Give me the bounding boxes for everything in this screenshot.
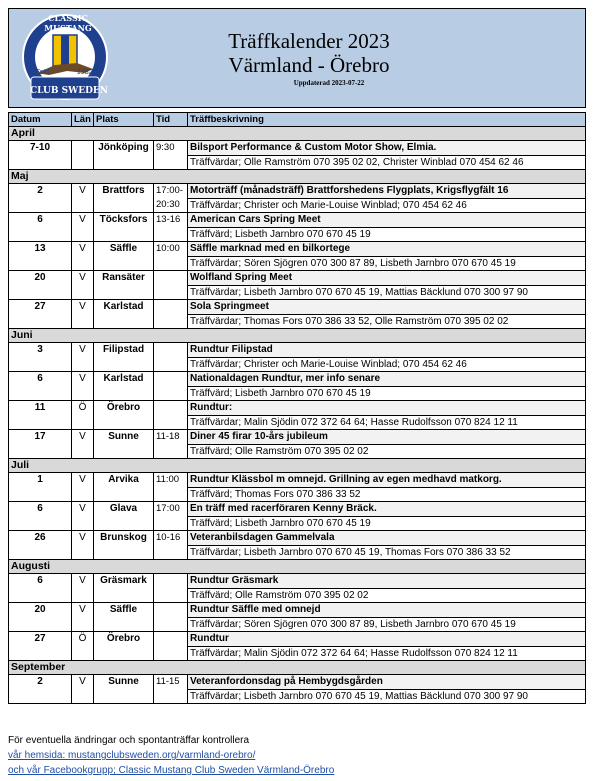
month-row — [9, 329, 586, 343]
event-title: Rundtur Filipstad — [188, 343, 585, 358]
event-time — [154, 343, 188, 372]
event-description — [188, 531, 586, 560]
event-description — [188, 343, 586, 372]
month-row — [9, 661, 586, 675]
event-title: Wolfland Spring Meet — [188, 271, 585, 286]
event-date: 2 — [9, 184, 72, 213]
event-lan: V — [72, 473, 94, 502]
month-row — [9, 560, 586, 574]
event-hosts: Träffvärdar; Christer och Marie-Louise Winblad; 070 454 62 46 — [190, 200, 467, 211]
event-title: Rundtur Klässbol m omnejd. Grillning av egen medhavd matkorg. — [188, 473, 585, 488]
event-time — [154, 531, 188, 560]
event-description — [188, 603, 586, 632]
event-title: Veteranfordonsdag på Hembygdsgården — [188, 675, 585, 690]
event-row — [9, 213, 586, 242]
facebook-group-link[interactable]: och vår Facebookgrupp; Classic Mustang Club Sweden Värmland-Örebro — [8, 765, 335, 776]
month-row — [9, 127, 586, 141]
event-lan: V — [72, 300, 94, 329]
event-place: Säffle — [94, 603, 154, 632]
event-lan: V — [72, 213, 94, 242]
month-label: Juli — [9, 459, 586, 473]
event-place: Karlstad — [94, 300, 154, 329]
event-hosts: Träffvärd; Olle Ramström 070 395 02 02 — [190, 446, 369, 457]
event-place: Gräsmark — [94, 574, 154, 603]
event-hosts: Träffvärdar; Sören Sjögren 070 300 87 89, Lisbeth Jarnbro 070 670 45 19 — [190, 619, 516, 630]
event-row — [9, 271, 586, 300]
event-place: Sunne — [94, 430, 154, 459]
event-place: Arvika — [94, 473, 154, 502]
event-date: 1 — [9, 473, 72, 502]
event-time — [154, 603, 188, 632]
event-date: 20 — [9, 603, 72, 632]
event-lan: V — [72, 271, 94, 300]
event-title: Rundtur: — [188, 401, 585, 416]
event-row — [9, 141, 586, 170]
event-time-start: 11:00 — [156, 474, 180, 485]
event-description — [188, 213, 586, 242]
event-hosts: Träffvärdar; Lisbeth Jarnbro 070 670 45 19, Thomas Fors 070 386 33 52 — [190, 547, 511, 558]
calendar-table — [8, 112, 586, 704]
event-row — [9, 242, 586, 271]
event-description — [188, 430, 586, 459]
month-label: April — [9, 127, 586, 141]
event-time — [154, 242, 188, 271]
event-hosts: Träffvärdar; Malin Sjödin 072 372 64 64; Hasse Rudolfsson 070 824 12 11 — [190, 417, 518, 428]
event-lan: V — [72, 372, 94, 401]
event-time-start: 11-18 — [156, 431, 180, 442]
event-title: En träff med racerföraren Kenny Bräck. — [188, 502, 585, 517]
logo-text-top: CLASSIC MUSTANG — [44, 13, 92, 33]
event-time-start: 17:00 — [156, 503, 180, 514]
event-row — [9, 531, 586, 560]
event-time — [154, 300, 188, 329]
event-date: 11 — [9, 401, 72, 430]
col-header-time: Tid — [154, 113, 188, 127]
event-place: Säffle — [94, 242, 154, 271]
event-description — [188, 473, 586, 502]
event-place: Filipstad — [94, 343, 154, 372]
event-hosts: Träffvärd; Thomas Fors 070 386 33 52 — [190, 489, 361, 500]
event-date: 27 — [9, 632, 72, 661]
calendar-header — [8, 8, 586, 108]
event-lan: V — [72, 430, 94, 459]
title-block — [159, 29, 459, 87]
event-title: Diner 45 firar 10-års jubileum — [188, 430, 585, 445]
event-place: Örebro — [94, 632, 154, 661]
event-title: Motorträff (månadsträff) Brattforshedens Flygplats, Krigsflygfält 16 — [188, 184, 585, 199]
logo-text-bottom: CLUB SWEDEN — [30, 86, 108, 96]
event-description — [188, 675, 586, 704]
event-time — [154, 632, 188, 661]
event-description — [188, 141, 586, 170]
event-row — [9, 401, 586, 430]
event-hosts: Träffvärdar; Olle Ramström 070 395 02 02, Christer Winblad 070 454 62 46 — [190, 157, 524, 168]
event-place: Jönköping — [94, 141, 154, 170]
event-row — [9, 300, 586, 329]
col-header-lan: Län — [72, 113, 94, 127]
event-lan: V — [72, 574, 94, 603]
event-date: 2 — [9, 675, 72, 704]
event-time-end: 20:30 — [156, 199, 180, 210]
footer-note: För eventuella ändringar och spontanträffar kontrollera — [8, 735, 250, 746]
event-row — [9, 502, 586, 531]
event-title: Nationaldagen Rundtur, mer info senare — [188, 372, 585, 387]
event-place: Örebro — [94, 401, 154, 430]
event-lan: V — [72, 242, 94, 271]
event-lan: Ö — [72, 632, 94, 661]
event-title: Sola Springmeet — [188, 300, 585, 315]
event-date: 6 — [9, 574, 72, 603]
col-header-place: Plats — [94, 113, 154, 127]
event-place: Töcksfors — [94, 213, 154, 242]
event-title: Bilsport Performance & Custom Motor Show, Elmia. — [188, 141, 585, 156]
event-title: American Cars Spring Meet — [188, 213, 585, 228]
event-place: Ransäter — [94, 271, 154, 300]
event-time — [154, 401, 188, 430]
event-time — [154, 675, 188, 704]
month-row — [9, 459, 586, 473]
logo-text-year: 1982 — [77, 69, 93, 76]
event-lan: V — [72, 343, 94, 372]
event-hosts: Träffvärdar; Christer och Marie-Louise Winblad; 070 454 62 46 — [190, 359, 467, 370]
event-description — [188, 300, 586, 329]
event-time — [154, 213, 188, 242]
event-row — [9, 603, 586, 632]
event-hosts: Träffvärd; Lisbeth Jarnbro 070 670 45 19 — [190, 388, 371, 399]
event-date: 13 — [9, 242, 72, 271]
event-hosts: Träffvärdar; Lisbeth Jarnbro 070 670 45 19, Mattias Bäcklund 070 300 97 90 — [190, 287, 528, 298]
event-hosts: Träffvärd; Lisbeth Jarnbro 070 670 45 19 — [190, 229, 371, 240]
event-date: 6 — [9, 502, 72, 531]
event-time — [154, 184, 188, 213]
event-hosts: Träffvärdar; Lisbeth Jarnbro 070 670 45 19, Mattias Bäcklund 070 300 97 90 — [190, 691, 528, 702]
event-time — [154, 430, 188, 459]
event-lan: V — [72, 531, 94, 560]
event-title: Rundtur — [188, 632, 585, 647]
event-description — [188, 372, 586, 401]
event-hosts: Träffvärdar; Thomas Fors 070 386 33 52, Olle Ramström 070 395 02 02 — [190, 316, 509, 327]
event-lan: Ö — [72, 401, 94, 430]
footer — [8, 733, 334, 778]
event-row — [9, 184, 586, 213]
event-lan — [72, 141, 94, 170]
event-date: 17 — [9, 430, 72, 459]
event-date: 20 — [9, 271, 72, 300]
event-row — [9, 430, 586, 459]
event-place: Brattfors — [94, 184, 154, 213]
event-description — [188, 242, 586, 271]
event-time — [154, 271, 188, 300]
event-time — [154, 473, 188, 502]
event-place: Glava — [94, 502, 154, 531]
event-date: 26 — [9, 531, 72, 560]
page-title: Träffkalender 2023 — [228, 29, 390, 53]
event-description — [188, 574, 586, 603]
month-label: September — [9, 661, 586, 675]
event-time-start: 10:00 — [156, 243, 180, 254]
event-description — [188, 502, 586, 531]
event-hosts: Träffvärdar; Sören Sjögren 070 300 87 89, Lisbeth Jarnbro 070 670 45 19 — [190, 258, 516, 269]
updated-date: Uppdaterad 2023-07-22 — [293, 79, 365, 87]
website-link[interactable]: vår hemsida: mustangclubsweden.org/varmland-orebro/ — [8, 750, 256, 761]
event-description — [188, 401, 586, 430]
col-header-description: Träffbeskrivning — [188, 113, 586, 127]
event-hosts: Träffvärd; Olle Ramström 070 395 02 02 — [190, 590, 369, 601]
month-label: Augusti — [9, 560, 586, 574]
col-header-date: Datum — [9, 113, 72, 127]
event-place: Brunskog — [94, 531, 154, 560]
event-time — [154, 141, 188, 170]
event-row — [9, 574, 586, 603]
event-date: 6 — [9, 372, 72, 401]
event-time-start: 10-16 — [156, 532, 181, 543]
event-time — [154, 502, 188, 531]
event-time-start: 9:30 — [156, 142, 175, 153]
event-row — [9, 473, 586, 502]
event-date: 3 — [9, 343, 72, 372]
event-description — [188, 271, 586, 300]
event-description — [188, 632, 586, 661]
calendar-body — [9, 127, 586, 704]
event-lan: V — [72, 603, 94, 632]
event-title: Rundtur Gräsmark — [188, 574, 585, 589]
event-hosts: Träffvärdar; Malin Sjödin 072 372 64 64; Hasse Rudolfsson 070 824 12 11 — [190, 648, 518, 659]
event-row — [9, 632, 586, 661]
event-date: 7-10 — [9, 141, 72, 170]
event-date: 6 — [9, 213, 72, 242]
event-hosts: Träffvärd; Lisbeth Jarnbro 070 670 45 19 — [190, 518, 371, 529]
event-time-start: 17:00- — [156, 185, 183, 196]
month-label: Maj — [9, 170, 586, 184]
event-row — [9, 372, 586, 401]
logo-text-est: Estd. — [35, 69, 51, 76]
event-lan: V — [72, 675, 94, 704]
event-place: Karlstad — [94, 372, 154, 401]
event-time-start: 11-15 — [156, 676, 180, 687]
event-time — [154, 574, 188, 603]
event-time-start: 13-16 — [156, 214, 181, 225]
event-date: 27 — [9, 300, 72, 329]
event-lan: V — [72, 184, 94, 213]
event-place: Sunne — [94, 675, 154, 704]
page-subtitle: Värmland - Örebro — [228, 53, 390, 77]
event-title: Säffle marknad med en bilkortege — [188, 242, 585, 257]
table-header-row — [9, 113, 586, 127]
event-lan: V — [72, 502, 94, 531]
month-label: Juni — [9, 329, 586, 343]
event-row — [9, 343, 586, 372]
month-row — [9, 170, 586, 184]
event-description — [188, 184, 586, 213]
event-time — [154, 372, 188, 401]
event-title: Rundtur Säffle med omnejd — [188, 603, 585, 618]
event-row — [9, 675, 586, 704]
event-title: Veteranbilsdagen Gammelvala — [188, 531, 585, 546]
